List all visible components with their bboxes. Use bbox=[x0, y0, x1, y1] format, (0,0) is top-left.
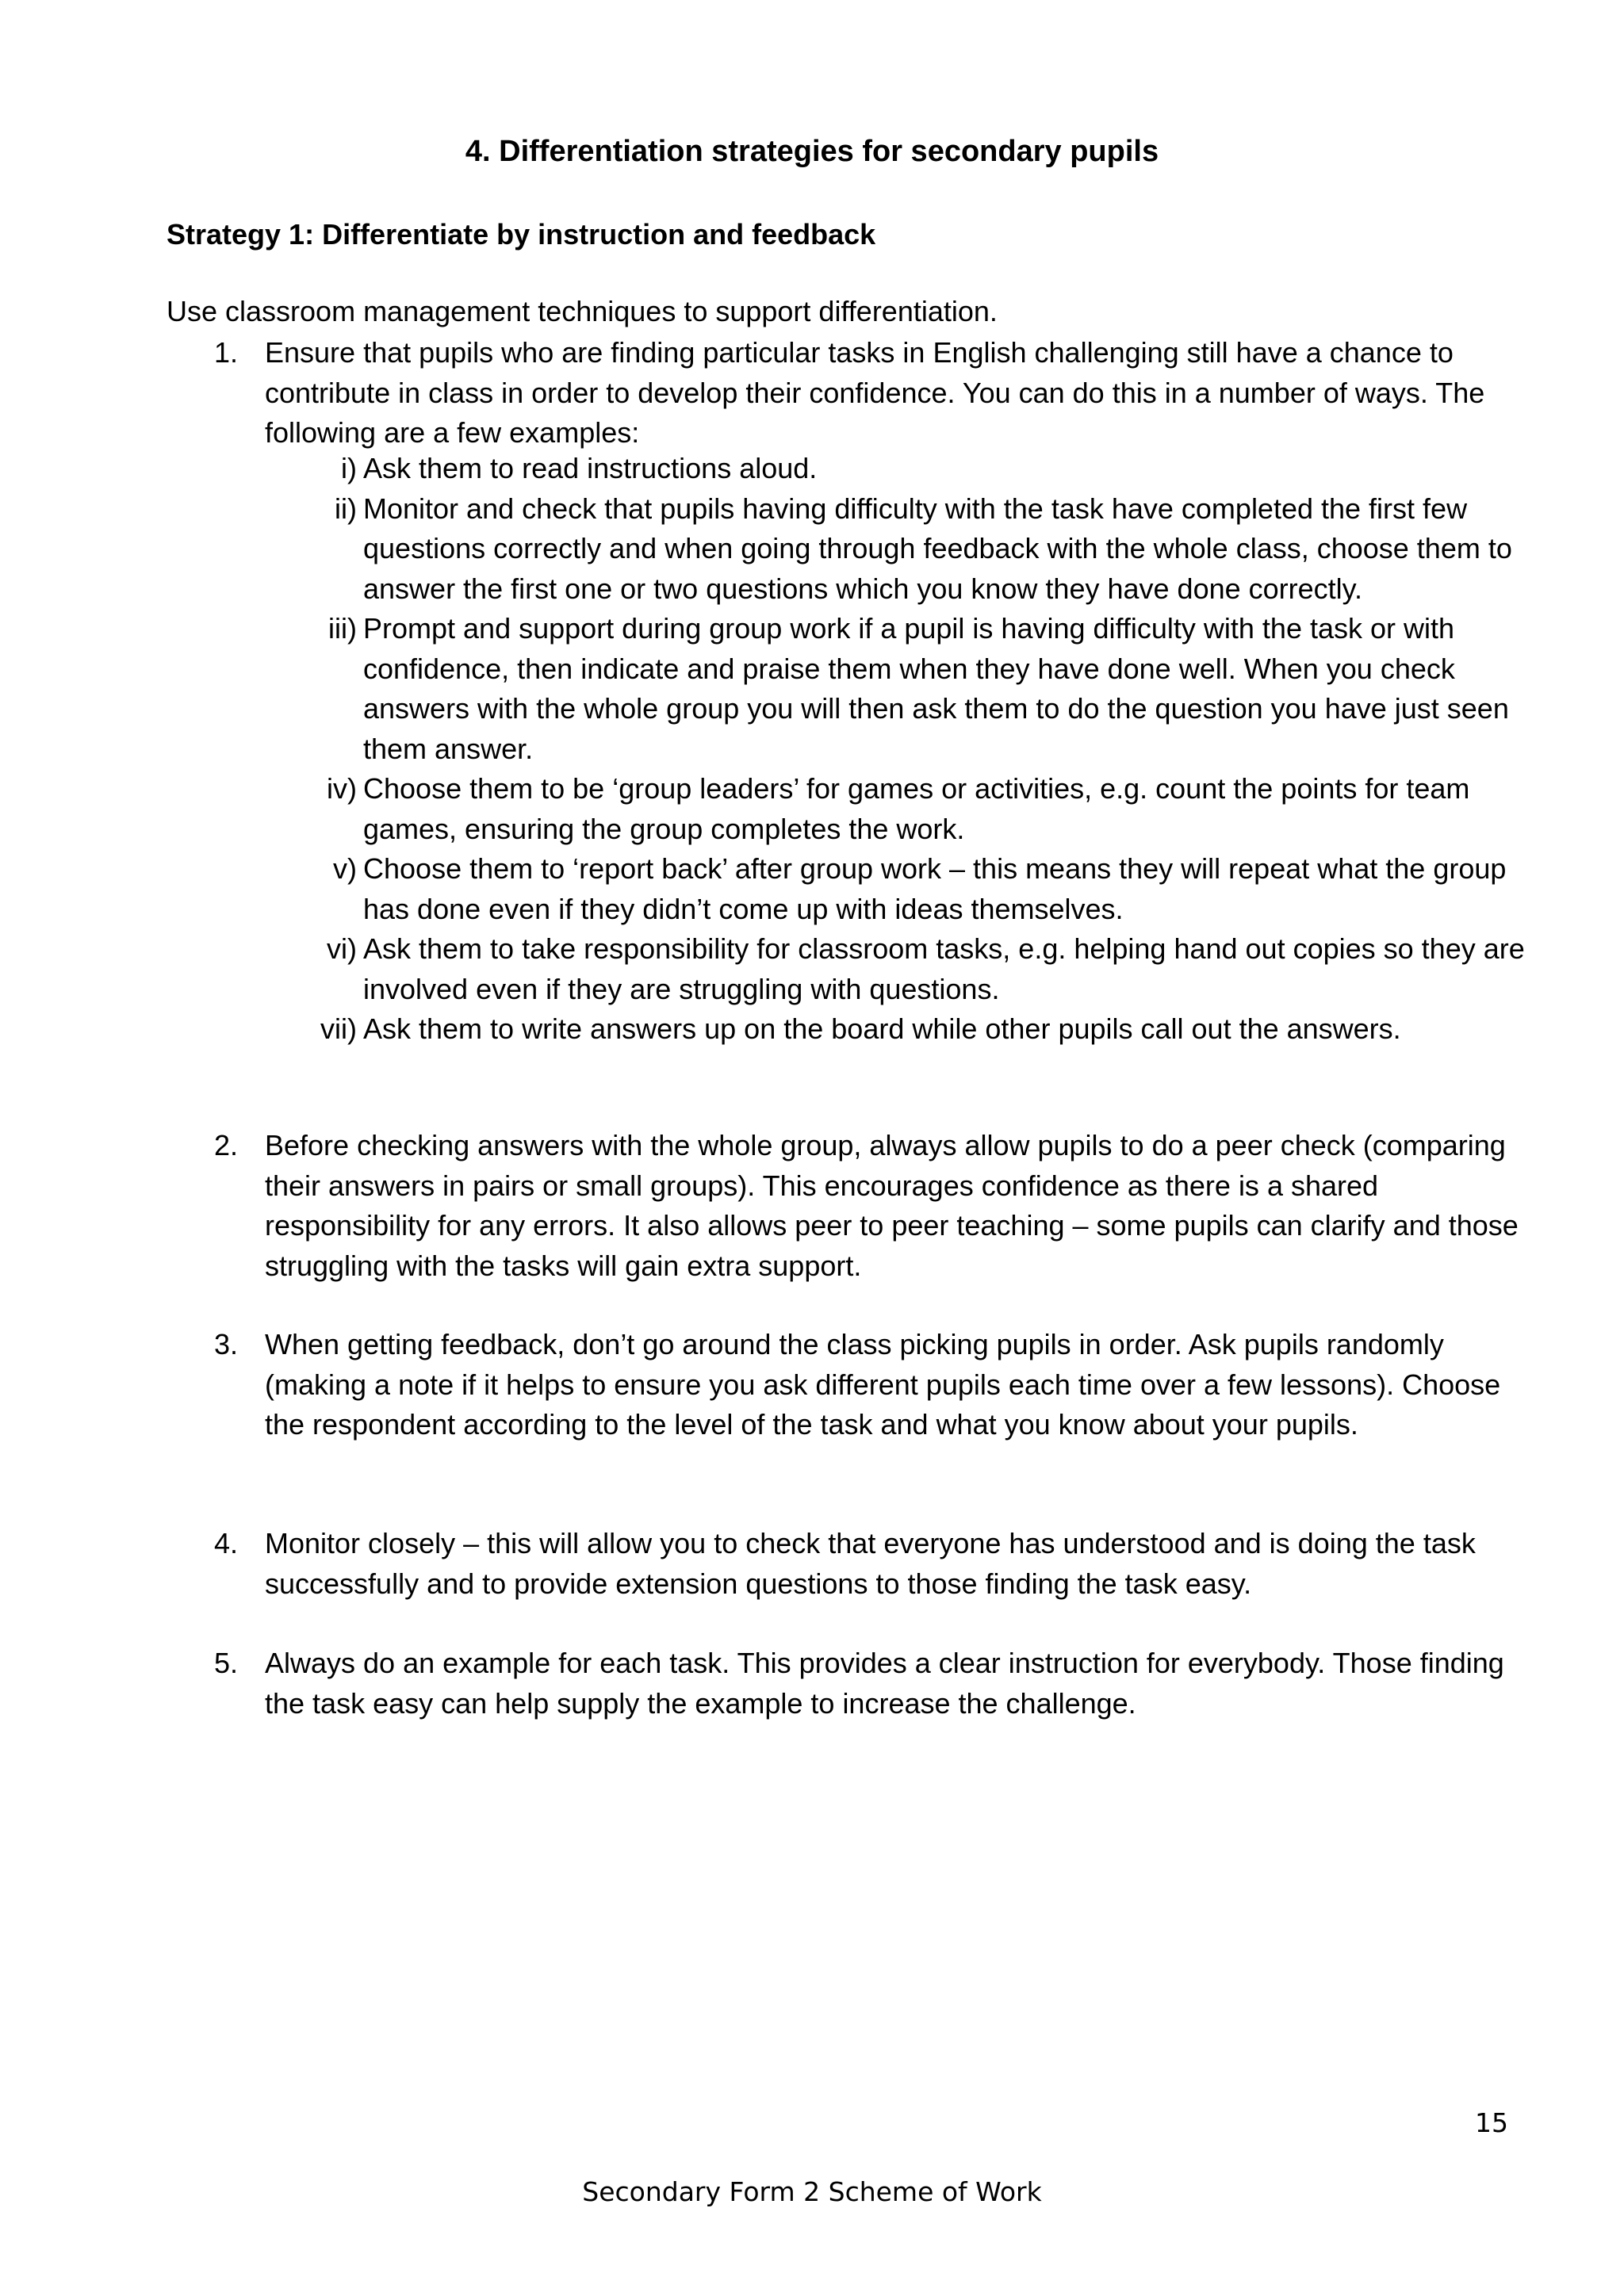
sub-item-vii bbox=[309, 1009, 1530, 1050]
list-item-3 bbox=[214, 1325, 1522, 1445]
sub-item-ii bbox=[309, 489, 1530, 610]
list-number: 3. bbox=[214, 1328, 239, 1360]
list-item-5 bbox=[214, 1644, 1522, 1724]
sub-item-text: Choose them to ‘report back’ after group work – this means they will repeat what the group has done even if they didn’t come up with ideas themselves. bbox=[363, 852, 1507, 925]
list-item-2 bbox=[214, 1126, 1522, 1286]
list-item-text: When getting feedback, don’t go around the class picking pupils in order. Ask pupils randomly (making a note if it helps to ensure you ask different pupils each time over a few lessons). Choose the respondent according to the level of the task and what you know about your pupils. bbox=[265, 1328, 1501, 1441]
list-number: 1. bbox=[214, 336, 239, 369]
intro-paragraph: Use classroom management techniques to support differentiation. bbox=[167, 295, 998, 327]
sub-item-text: Ask them to read instructions aloud. bbox=[363, 452, 818, 484]
list-item-text: Always do an example for each task. This provides a clear instruction for everybody. Those finding the task easy can help supply the example to increase the challenge. bbox=[265, 1647, 1504, 1720]
sub-item-number: i) bbox=[341, 452, 357, 484]
sub-item-vi bbox=[309, 929, 1530, 1009]
strategy-heading: Strategy 1: Differentiate by instruction and feedback bbox=[167, 218, 876, 251]
sub-item-v bbox=[309, 849, 1530, 929]
sub-item-number: vii) bbox=[320, 1012, 357, 1045]
sub-item-text: Ask them to write answers up on the board while other pupils call out the answers. bbox=[363, 1012, 1401, 1045]
list-item-text: Ensure that pupils who are finding particular tasks in English challenging still have a chance to contribute in class in order to develop their confidence. You can do this in a number of ways. The following are a few examples: bbox=[265, 336, 1485, 449]
sub-item-text: Choose them to be ‘group leaders’ for games or activities, e.g. count the points for team games, ensuring the group completes the work. bbox=[363, 772, 1470, 845]
sub-item-number: v) bbox=[333, 852, 357, 885]
sub-item-i bbox=[309, 449, 1530, 489]
list-number: 4. bbox=[214, 1527, 239, 1559]
list-item-1 bbox=[214, 333, 1522, 453]
page-number: 15 bbox=[1475, 2107, 1508, 2138]
section-title: 4. Differentiation strategies for secondary pupils bbox=[465, 135, 1159, 168]
list-item-text: Before checking answers with the whole group, always allow pupils to do a peer check (comparing their answers in pairs or small groups). This encourages confidence as there is a shared responsibility for any errors. It also allows peer to peer teaching – some pupils can clarify and those struggling with the tasks will gain extra support. bbox=[265, 1129, 1519, 1282]
sub-item-iii bbox=[309, 609, 1530, 769]
sub-item-number: vi) bbox=[327, 932, 357, 965]
sub-item-number: iv) bbox=[327, 772, 357, 805]
sub-list bbox=[309, 449, 1530, 1050]
sub-item-iv bbox=[309, 769, 1530, 849]
list-number: 2. bbox=[214, 1129, 239, 1161]
sub-item-text: Ask them to take responsibility for classroom tasks, e.g. helping hand out copies so they are involved even if they are struggling with questions. bbox=[363, 932, 1525, 1005]
list-number: 5. bbox=[214, 1647, 239, 1679]
sub-item-text: Prompt and support during group work if a pupil is having difficulty with the task or with confidence, then indicate and praise them when they have done well. When you check answers with the whole group you will then ask them to do the question you have just seen them answer. bbox=[363, 612, 1509, 765]
page-footer: Secondary Form 2 Scheme of Work bbox=[582, 2176, 1042, 2207]
list-item-4 bbox=[214, 1524, 1522, 1604]
sub-item-number: ii) bbox=[335, 492, 357, 525]
sub-item-text: Monitor and check that pupils having difficulty with the task have completed the first few questions correctly and when going through feedback with the whole class, choose them to answer the first one or two questions which you know they have done correctly. bbox=[363, 492, 1512, 605]
sub-item-number: iii) bbox=[328, 612, 357, 645]
list-item-text: Monitor closely – this will allow you to check that everyone has understood and is doing the task successfully and to provide extension questions to those finding the task easy. bbox=[265, 1527, 1476, 1600]
